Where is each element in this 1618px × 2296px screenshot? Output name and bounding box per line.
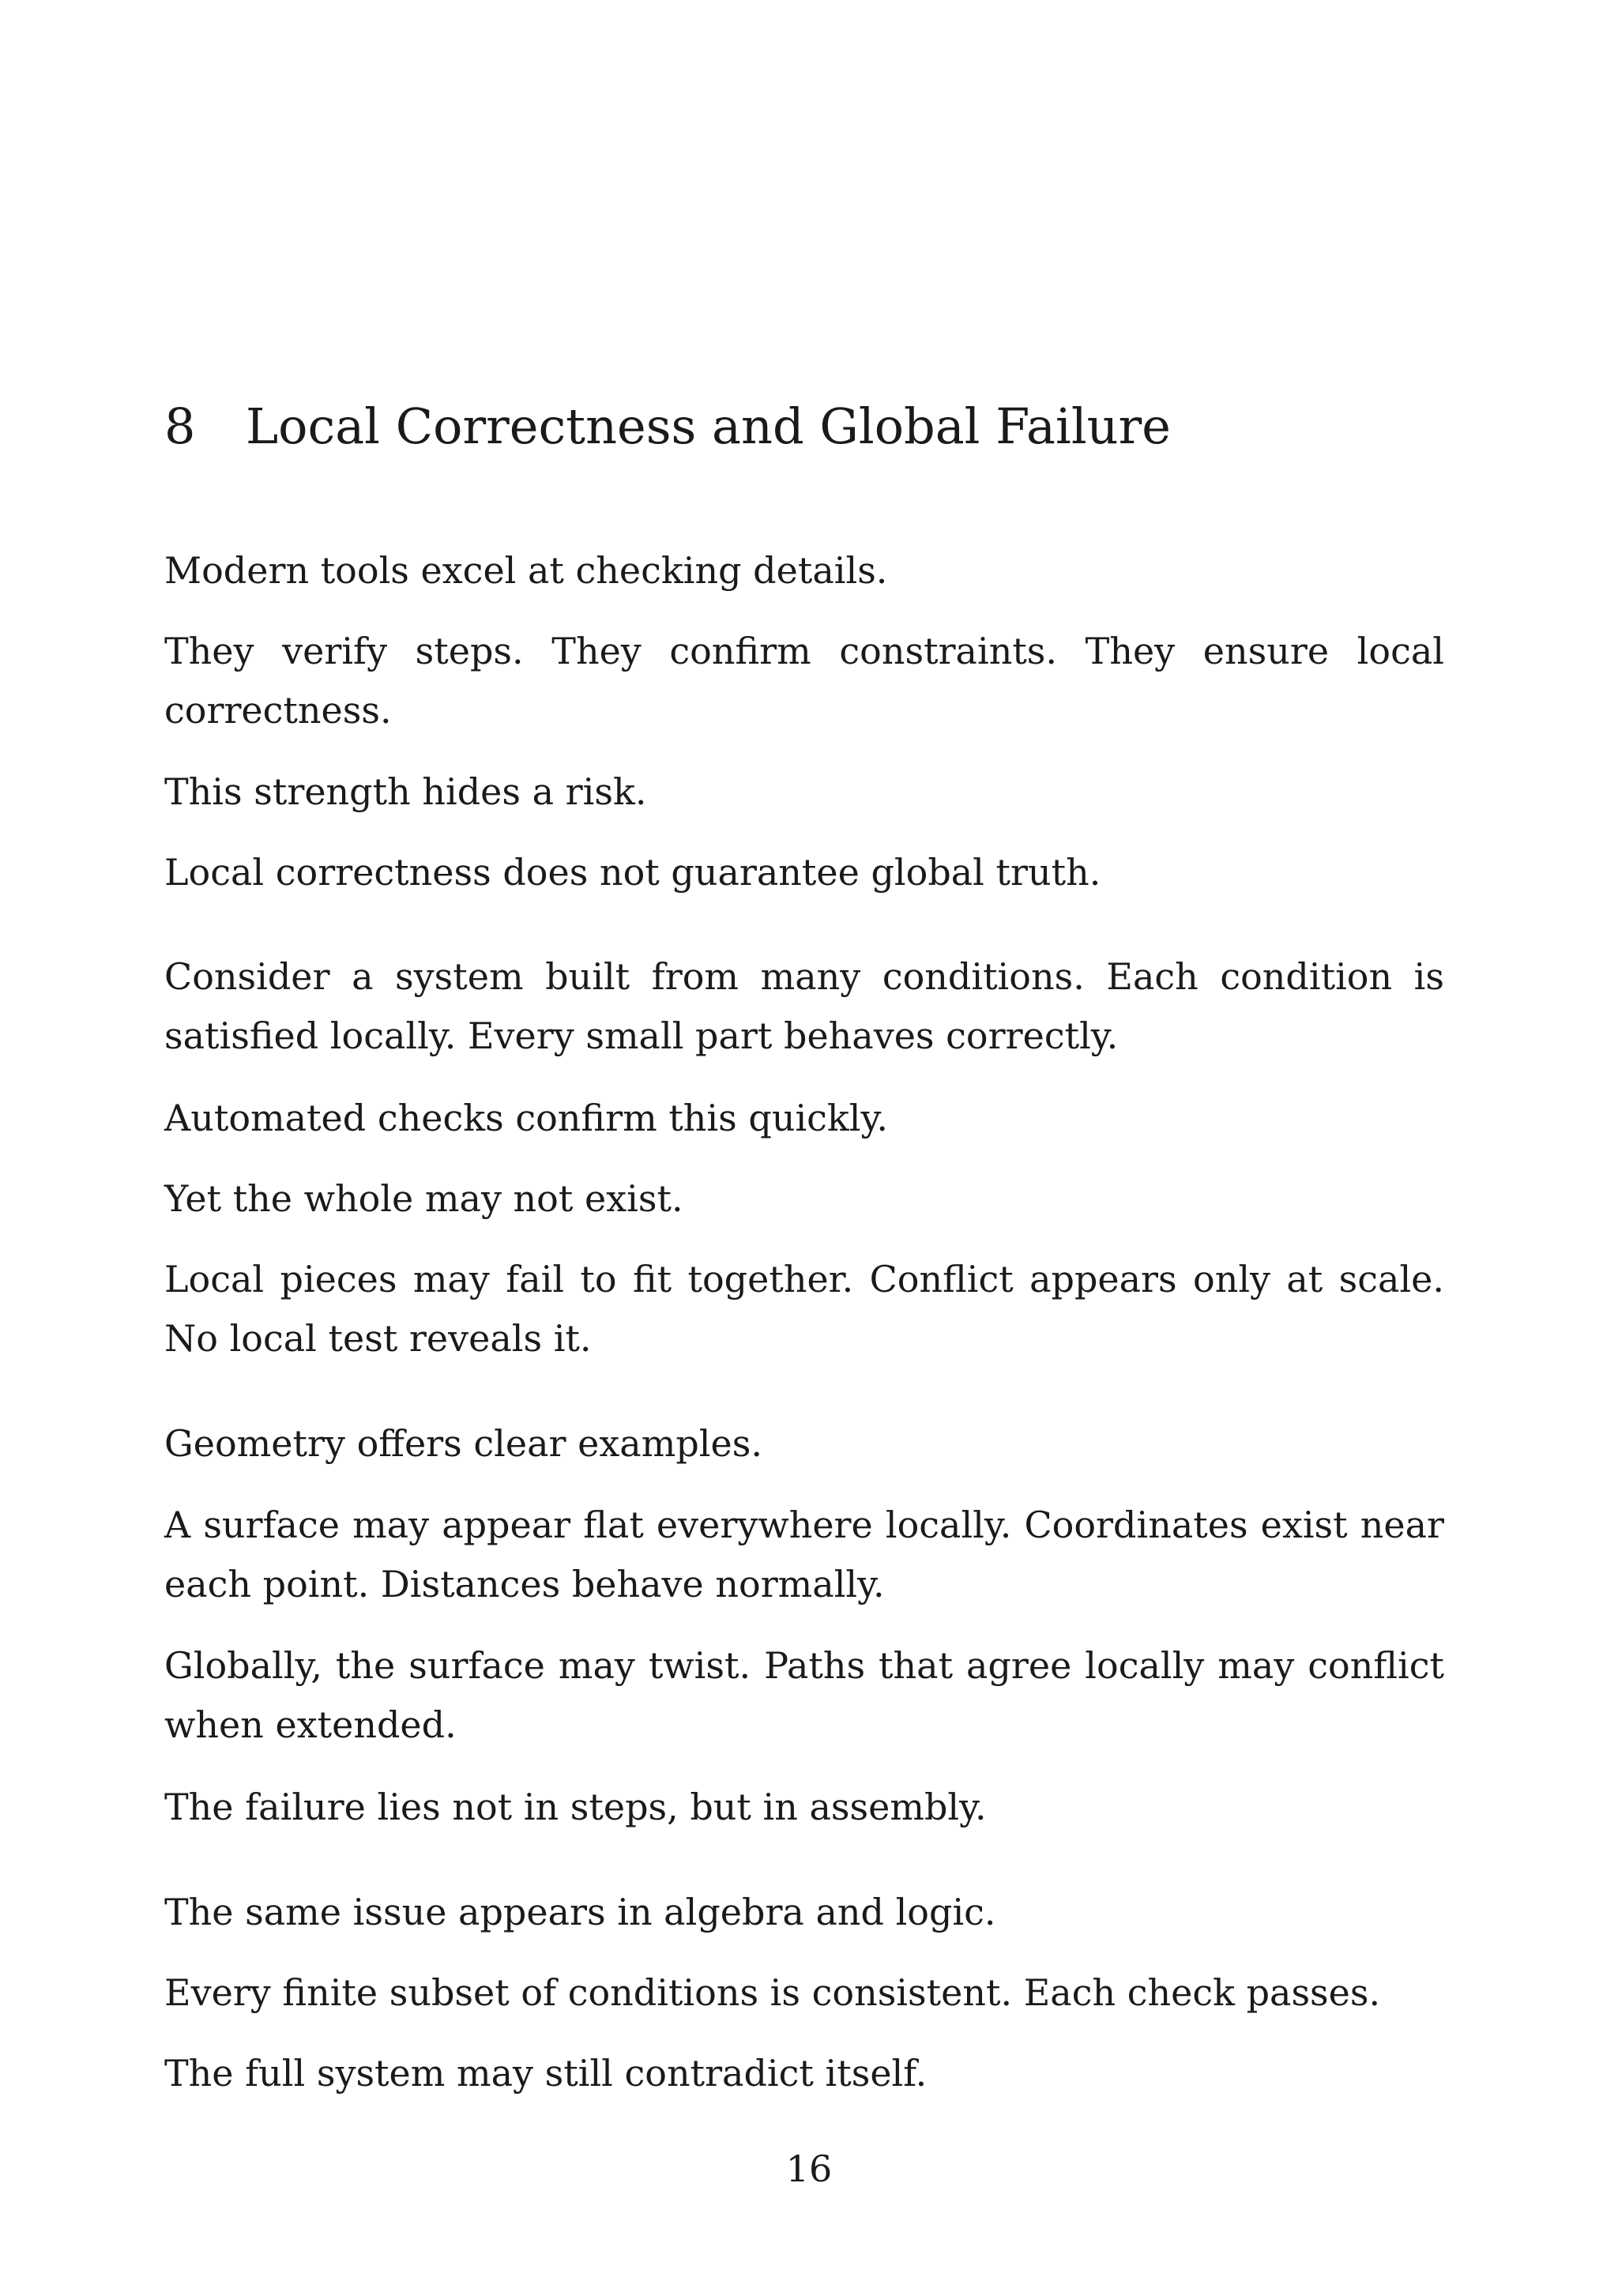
page-number: 16 [785,2147,833,2190]
paragraph: Local pieces may fail to fit together. Conflict appears only at scale. No local test reveals it. [164,1258,1444,1360]
paragraph: Every finite subset of conditions is consistent. Each check passes. [164,1971,1381,2014]
paragraph: Modern tools excel at checking details. [164,549,888,592]
paragraph: The same issue appears in algebra and logic. [164,1891,996,1933]
paragraph: Local correctness does not guarantee global truth. [164,851,1101,894]
section-title: Local Correctness and Global Failure [246,397,1171,455]
paragraph: A surface may appear flat everywhere locally. Coordinates exist near each point. Distances behave normally. [164,1504,1444,1605]
paragraph: Geometry offers clear examples. [164,1422,762,1465]
paragraph: Automated checks confirm this quickly. [164,1097,889,1139]
paragraph: Consider a system built from many conditions. Each condition is satisfied locally. Every small part behaves correctly. [164,955,1444,1057]
paragraph: They verify steps. They confirm constraints. They ensure local correctness. [164,630,1444,732]
paragraph: The full system may still contradict itself. [164,2052,928,2095]
paragraph: Globally, the surface may twist. Paths that agree locally may conflict when extended. [164,1644,1444,1746]
section-number: 8 [164,397,196,455]
section-heading [164,395,1171,458]
paragraph: The failure lies not in steps, but in assembly. [164,1786,987,1828]
paragraph: This strength hides a risk. [164,770,647,813]
paragraph: Yet the whole may not exist. [164,1177,683,1220]
